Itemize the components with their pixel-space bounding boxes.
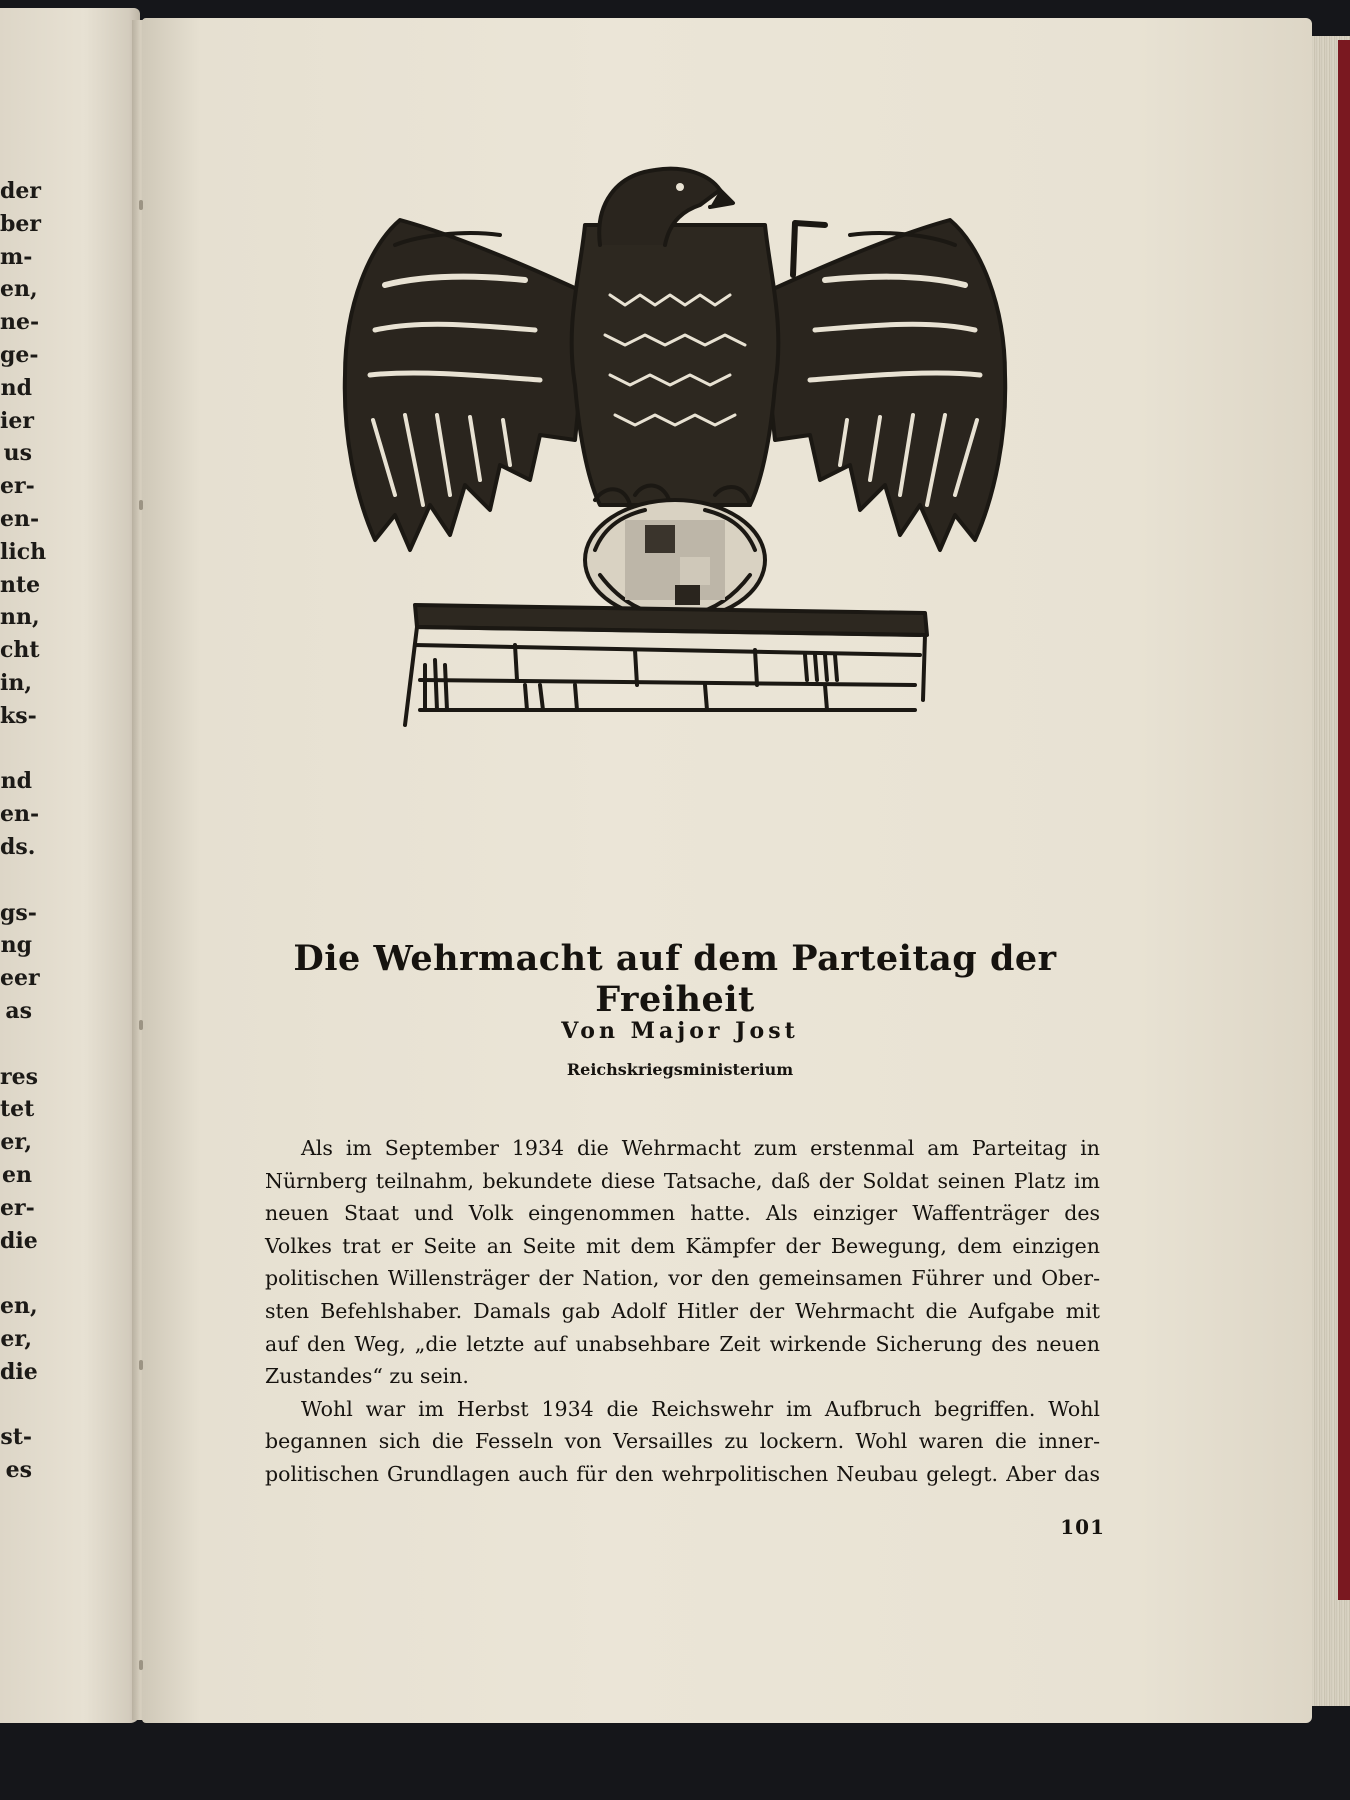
left-page-line-fragment: er, — [0, 1129, 32, 1156]
left-page-line-fragment: der — [0, 178, 41, 204]
left-page-line-fragment: us — [3, 440, 32, 467]
left-page-line-fragment: er- — [0, 473, 35, 500]
left-page-line-fragment: en — [2, 1162, 32, 1188]
left-page-line-fragment: die — [0, 1358, 38, 1385]
body-line: Wohl war im Herbst 1934 die Reichswehr im Aufbruch begriffen. Wohl — [301, 1396, 1100, 1421]
book-cover-edge — [1338, 40, 1350, 1600]
left-page-line-fragment: in, — [0, 670, 33, 696]
left-page-line-fragment: gs- — [0, 899, 37, 926]
left-page-line-fragment: ne- — [0, 309, 40, 336]
binding-stitch — [139, 1360, 143, 1370]
body-line: Zustandes“ zu sein. — [265, 1364, 469, 1389]
left-page-line-fragment: ng — [0, 932, 32, 959]
eagle-illustration — [325, 165, 1025, 825]
body-line: begannen sich die Fesseln von Versailles zu lockern. Wohl waren die inner- — [265, 1429, 1100, 1454]
left-page-line-fragment: er, — [0, 1326, 32, 1352]
article-affiliation: Reichskriegsministerium — [566, 1060, 794, 1079]
left-page-line-fragment: as — [5, 998, 32, 1024]
body-line: Volkes trat er Seite an Seite mit dem Kämpfer der Bewegung, dem einzigen — [265, 1233, 1100, 1258]
body-line: neuen Staat und Volk eingenommen hatte. Als einziger Waffenträger des — [265, 1201, 1100, 1226]
left-page-line-fragment: res — [0, 1063, 38, 1090]
left-page-line-fragment: es — [5, 1457, 32, 1484]
left-page-line-fragment: en, — [0, 276, 38, 303]
body-line: Nürnberg teilnahm, bekundete diese Tatsache, daß der Soldat seinen Platz im — [265, 1168, 1100, 1193]
left-page-line-fragment: st- — [0, 1424, 32, 1451]
left-page-line-fragment: ier — [0, 407, 34, 434]
page-number: 101 — [1060, 1515, 1105, 1539]
left-page-line-fragment: ds. — [0, 834, 36, 860]
left-page-line-fragment: nd — [0, 768, 32, 795]
left-page-line-fragment: eer — [0, 965, 40, 992]
body-line: auf den Weg, „die letzte auf unabsehbare Zeit wirkende Sicherung des neuen — [265, 1331, 1100, 1356]
left-page-line-fragment: m- — [0, 243, 33, 270]
article-body — [265, 1132, 1100, 1491]
left-page-line-fragment: en, — [0, 1293, 38, 1320]
left-page-line-fragment: ber — [0, 210, 41, 237]
left-page-line-fragment: tet — [0, 1096, 35, 1123]
body-line: sten Befehlshaber. Damals gab Adolf Hitler der Wehrmacht die Aufgabe mit — [265, 1298, 1100, 1323]
body-line: politischen Willensträger der Nation, vor den gemeinsamen Führer und Ober- — [265, 1266, 1100, 1291]
left-page-line-fragment: cht — [0, 637, 40, 664]
left-page-line-fragment: ks- — [0, 702, 37, 729]
left-page-line-fragment: lich — [0, 538, 47, 565]
binding-stitch — [139, 200, 143, 210]
left-page-line-fragment: en- — [0, 801, 40, 828]
body-line: Als im September 1934 die Wehrmacht zum erstenmal am Parteitag in — [301, 1136, 1100, 1160]
article-author: Von Major Jost — [561, 1018, 799, 1044]
article-title: Die Wehrmacht auf dem Parteitag der Freiheit — [293, 938, 1057, 1020]
left-page-line-fragment: nd — [0, 374, 32, 401]
left-page — [0, 8, 140, 1723]
left-page-line-fragment: die — [0, 1227, 38, 1254]
left-page-line-fragment: ge- — [0, 342, 39, 368]
left-page-line-fragment: nn, — [0, 604, 40, 631]
left-page-line-fragment: nte — [0, 571, 41, 598]
left-page-line-fragment: en- — [0, 506, 40, 532]
body-line: politischen Grundlagen auch für den wehrpolitischen Neubau gelegt. Aber das — [265, 1461, 1100, 1486]
binding-stitch — [139, 500, 143, 510]
left-page-line-fragment: er- — [0, 1194, 35, 1221]
binding-stitch — [139, 1020, 143, 1030]
binding-stitch — [139, 1660, 143, 1670]
